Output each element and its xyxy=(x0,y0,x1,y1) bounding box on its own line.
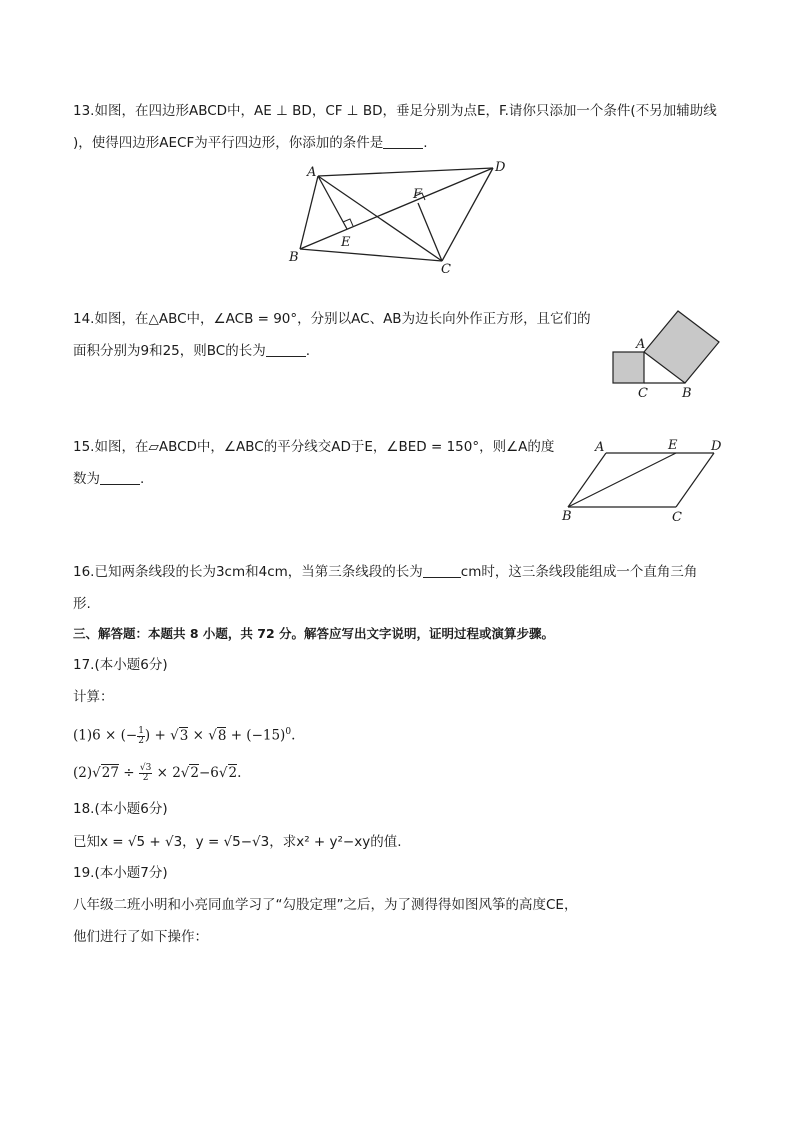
q13-label-B: B xyxy=(289,250,299,265)
q15-end: . xyxy=(140,471,145,487)
answer-blank xyxy=(423,563,461,578)
q17-part1: (1)6 × (− $\frac{1}{2}$ ) + $√3 \times √8 + (-15)^0$. xyxy=(73,725,296,746)
q13-label-F: F xyxy=(413,187,423,202)
q19-line2: 他们进行了如下操作： xyxy=(73,929,208,945)
q14-figure xyxy=(610,308,730,403)
q13-label-C: C xyxy=(441,262,451,277)
q13-line2-text: )，使得四边形AECF为平行四边形，你添加的条件是 xyxy=(73,135,384,151)
q18-header: 18.(本小题6分) xyxy=(73,801,168,817)
q16-line2: 形. xyxy=(73,596,91,612)
q17-p2-end: . xyxy=(237,765,242,781)
exponent: 0 xyxy=(285,727,292,737)
q13-line1: 13.如图，在四边形ABCD中，AE ⊥ BD，CF ⊥ BD，垂足分别为点E，F.请你只添加一个条件(不另加辅助线 xyxy=(73,103,717,119)
q15-line2-text: 数为 xyxy=(73,471,100,487)
q14-line1: 14.如图，在△ABC中，∠ACB = 90°，分别以AC、AB为边长向外作正方形，且它们的 xyxy=(73,311,591,327)
q17-p1-times: × xyxy=(188,727,209,744)
q15-label-B: B xyxy=(562,509,572,524)
q17-part2: (2)√27 ÷ $\frac{√3}{2}$ × 2√2−6√2. xyxy=(73,763,242,783)
q17-header: 17.(本小题6分) xyxy=(73,657,168,673)
answer-blank xyxy=(266,342,306,357)
q13-end: . xyxy=(423,135,428,151)
q13-label-A: A xyxy=(307,165,317,180)
radicand: 2 xyxy=(228,765,238,781)
q14-line2 xyxy=(73,341,310,361)
q19-header: 19.(本小题7分) xyxy=(73,865,168,881)
q17-p2-div: ÷ xyxy=(118,765,139,781)
q14-end: . xyxy=(305,343,311,359)
q17-p2-prefix: (2) xyxy=(73,765,93,781)
q17-p1-end: . xyxy=(291,727,296,744)
q15-label-A: A xyxy=(595,440,605,455)
radicand: 8 xyxy=(217,727,227,744)
q14-line2-text: 面积分别为9和25，则BC的长为 xyxy=(73,343,266,359)
frac-num: √3 xyxy=(139,763,152,773)
frac-den: 2 xyxy=(142,773,149,783)
radicand: 27 xyxy=(101,765,119,781)
q13-label-E: E xyxy=(341,235,351,250)
radicand: 2 xyxy=(190,765,199,781)
q17-p1-mid: ) + xyxy=(144,727,171,744)
q17-p1-prefix: (1)6 × (− xyxy=(73,727,138,744)
q16-line1 xyxy=(73,562,697,582)
q17-p2-mid: × 2 xyxy=(152,765,181,781)
q15-label-E: E xyxy=(668,438,678,453)
answer-blank xyxy=(383,134,423,149)
q14-label-A: A xyxy=(636,337,646,352)
q17-intro: 计算： xyxy=(73,689,114,705)
answer-blank xyxy=(100,470,140,485)
q15-label-C: C xyxy=(672,510,682,525)
frac-num: 1 xyxy=(138,725,144,736)
radicand: 3 xyxy=(179,727,189,744)
q17-p1-tail: + (−15) xyxy=(226,727,286,744)
section-heading: 三、解答题：本题共 8 小题，共 72 分。解答应写出文字说明，证明过程或演算步骤。 xyxy=(73,626,555,641)
q15-line1: 15.如图，在▱ABCD中，∠ABC的平分线交AD于E，∠BED = 150°，则∠A的度 xyxy=(73,439,555,455)
q15-figure xyxy=(558,436,728,526)
q17-p2-minus: −6 xyxy=(198,765,219,781)
q13-label-D: D xyxy=(495,160,506,175)
fraction xyxy=(137,727,145,746)
q14-label-B: B xyxy=(682,386,692,401)
frac-den: 2 xyxy=(138,735,144,746)
q16-text-b: cm时，这三条线段能组成一个直角三角 xyxy=(460,564,698,580)
q19-line1: 八年级二班小明和小亮同血学习了“勾股定理”之后，为了测得得如图风筝的高度CE， xyxy=(73,897,578,913)
q14-label-C: C xyxy=(638,386,648,401)
q13-line2 xyxy=(73,133,428,153)
q15-label-D: D xyxy=(711,439,722,454)
q15-line2 xyxy=(73,469,144,489)
q18-text: 已知x = √5 + √3，y = √5−√3，求x² + y²−xy的值. xyxy=(73,834,402,850)
q13-figure xyxy=(285,158,515,278)
fraction xyxy=(139,764,152,783)
q16-text-a: 16.已知两条线段的长为3cm和4cm，当第三条线段的长为 xyxy=(73,564,423,580)
